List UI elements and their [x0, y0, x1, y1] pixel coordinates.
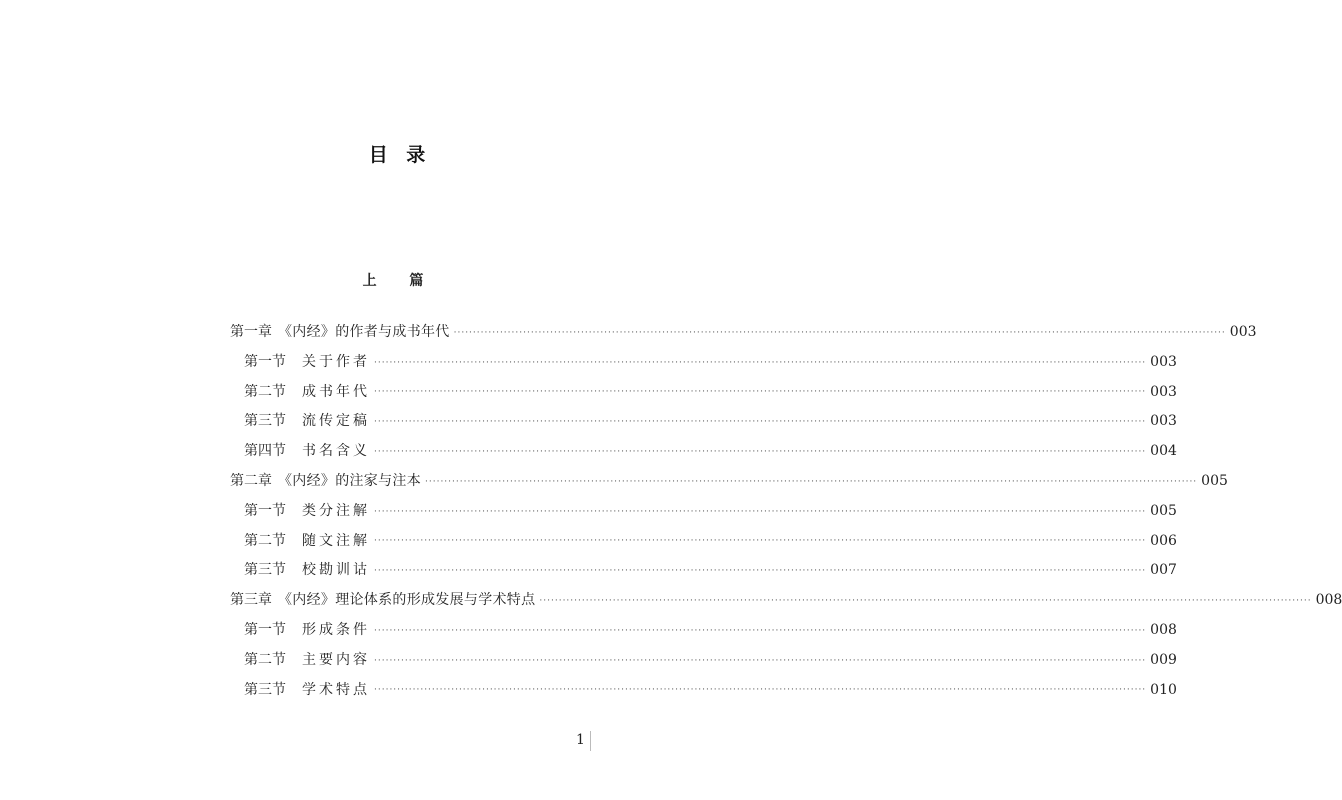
- chapter-number: 第二章: [230, 472, 272, 489]
- section-title: 流传定稿: [302, 413, 370, 430]
- chapter-title: 《内经》理论体系的形成发展与学术特点: [278, 592, 536, 609]
- dot-leader: ········································································································································································································: [374, 357, 1147, 368]
- section-title: 主要内容: [302, 651, 370, 668]
- page-number: 009: [1150, 651, 1177, 668]
- section-number: 第二节: [244, 651, 286, 668]
- page-number: 008: [1315, 592, 1342, 609]
- dot-leader: ········································································································································································································: [374, 506, 1147, 517]
- section-number: 第三节: [244, 413, 286, 430]
- page-number: 005: [1150, 502, 1177, 519]
- section-title: 成书年代: [302, 383, 370, 400]
- dot-leader: ········································································································································································································: [374, 685, 1147, 696]
- section-title: 学术特点: [302, 681, 370, 698]
- page-title: 目 录: [368, 144, 432, 166]
- section-number: 第一节: [244, 621, 286, 638]
- section-title: 校勘训诂: [302, 562, 370, 579]
- toc-section-1-2[interactable]: [230, 378, 1177, 408]
- page-number: 010: [1150, 681, 1177, 698]
- section-number: 第三节: [244, 562, 286, 579]
- dot-leader: ········································································································································································································: [374, 387, 1147, 398]
- toc-section-3-3[interactable]: [230, 676, 1177, 706]
- dot-leader: ········································································································································································································: [374, 625, 1147, 636]
- folio-divider: [590, 731, 591, 751]
- toc-section-3-2[interactable]: [230, 646, 1177, 676]
- dot-leader: ········································································································································································································: [453, 327, 1226, 338]
- toc-section-3-1[interactable]: [230, 616, 1177, 646]
- page-number: 003: [1229, 324, 1257, 340]
- toc-section-1-3[interactable]: [230, 407, 1177, 437]
- section-title: 书名含义: [302, 443, 370, 460]
- section-title: 类分注解: [302, 502, 370, 519]
- folio-page-number: 1: [576, 732, 585, 748]
- dot-leader: ········································································································································································································: [539, 596, 1312, 607]
- page-number: 003: [1150, 383, 1177, 400]
- section-title: 关于作者: [302, 353, 370, 370]
- chapter-number: 第一章: [230, 324, 272, 340]
- toc-section-2-3[interactable]: [230, 556, 1177, 586]
- page-number: 003: [1150, 413, 1177, 430]
- toc-chapter-3[interactable]: [230, 586, 1342, 616]
- page-number: 003: [1150, 353, 1177, 370]
- section-number: 第四节: [244, 443, 286, 460]
- page-number: 007: [1150, 562, 1177, 579]
- section-title: 形成条件: [302, 621, 370, 638]
- page-number: 008: [1150, 621, 1177, 638]
- dot-leader: ········································································································································································································: [374, 536, 1147, 547]
- dot-leader: ········································································································································································································: [425, 476, 1198, 487]
- page-number: 004: [1150, 443, 1177, 460]
- dot-leader: ········································································································································································································: [374, 417, 1147, 428]
- page-number: 005: [1201, 472, 1228, 489]
- dot-leader: ········································································································································································································: [374, 447, 1147, 458]
- dot-leader: ········································································································································································································: [374, 566, 1147, 577]
- section-number: 第三节: [244, 681, 286, 698]
- chapter-title: 《内经》的注家与注本: [278, 472, 421, 489]
- toc-section-2-2[interactable]: [230, 527, 1177, 557]
- part-heading: 上 篇: [362, 273, 438, 289]
- page-number: 006: [1150, 532, 1177, 549]
- section-title: 随文注解: [302, 532, 370, 549]
- chapter-number: 第三章: [230, 592, 272, 609]
- table-of-contents: [230, 318, 1342, 705]
- section-number: 第二节: [244, 532, 286, 549]
- toc-section-1-4[interactable]: [230, 437, 1177, 467]
- chapter-title: 《内经》的作者与成书年代: [278, 324, 450, 340]
- dot-leader: ········································································································································································································: [374, 655, 1147, 666]
- toc-section-1-1[interactable]: [230, 348, 1177, 378]
- toc-chapter-1[interactable]: [230, 318, 1257, 348]
- section-number: 第一节: [244, 353, 286, 370]
- toc-section-2-1[interactable]: [230, 497, 1177, 527]
- toc-chapter-2[interactable]: [230, 467, 1228, 497]
- section-number: 第一节: [244, 502, 286, 519]
- section-number: 第二节: [244, 383, 286, 400]
